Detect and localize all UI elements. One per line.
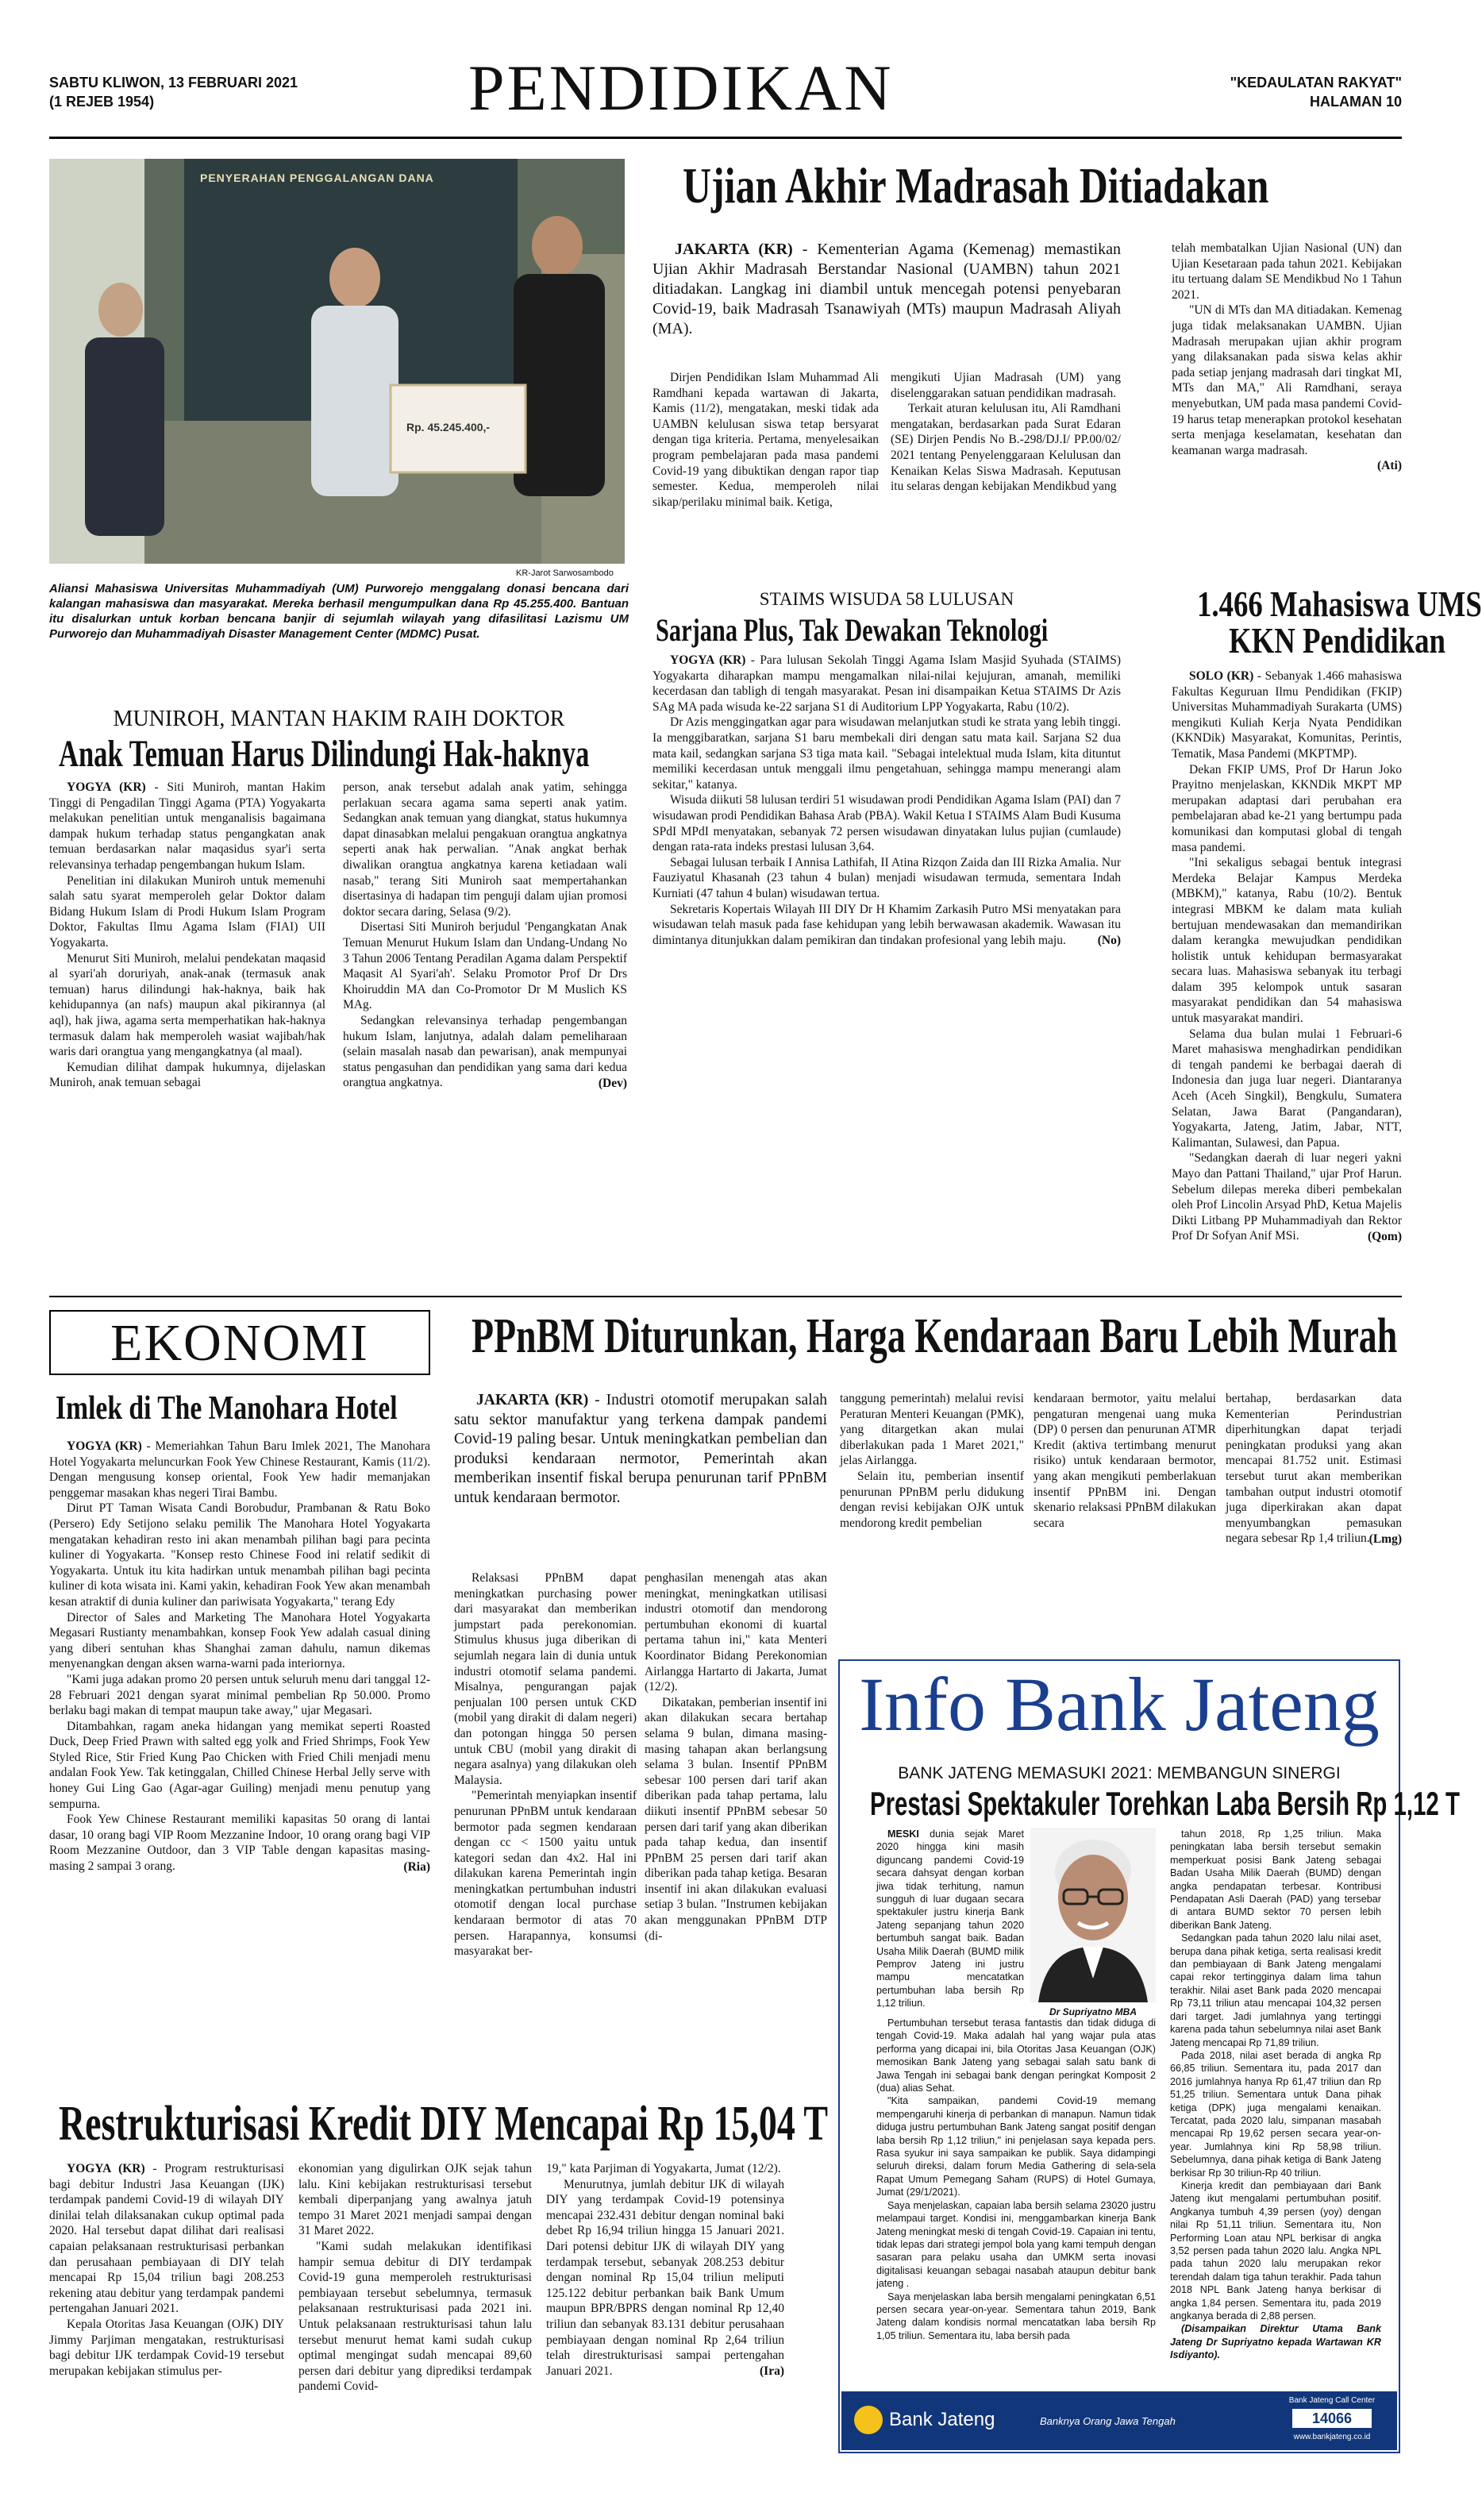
bank-col1-top	[876, 1828, 1024, 2010]
ppnbm-signature: (Lmg)	[1368, 1532, 1402, 1546]
page-number: HALAMAN 10	[1309, 94, 1402, 110]
bank-headline: Prestasi Spektakuler Torehkan Laba Bersih Rp 1,12 T	[870, 1785, 1460, 1822]
staims-signature: (No)	[1097, 934, 1121, 948]
bank-para: Pada 2018, nilai aset berada di angka Rp 66,85 triliun. Sementara itu, pada 2017 dan 2016 jumlahnya hanya Rp 61,47 triliun dan Rp 51,25 triliun. Sementara untuk Dana pihak ketiga (DPK) juga mengalami kenaikan. Tercatat, pada 2020 lalu, simpanan masabah mencapai Rp 19,62 persen secara year-on-year. Jumlahnya kini Rp 58,98 triliun. Sebelumnya, dana pihak ketiga di Bank Jateng berkisar Rp 30 triliun-Rp 40 triliun.	[1170, 2049, 1381, 2179]
diy-para: Menurutnya, jumlah debitur IJK di wilayah DIY yang terdampak Covid-19 potensinya mencapai 232.431 debitur dengan nominal baki debet Rp 16,94 triliun hingga 15 Januari 2021. Dari potensi debitur IJK di wilayah DIY yang terdampak tersebut, sebanyak 208.253 debitur dengan nominal Rp 15,04 triliun meliputi 125.122 debitur perbankan baik Bank Umum maupun BPR/BPRS dengan nominal Rp 12,40 triliun dan sebanyak 83.131 debitur perusahaan pembiayaan dengan nominal Rp 2,64 triliun telah direstrukturisasi sampai pertengahan Januari 2021.	[546, 2177, 784, 2378]
bank-website: www.bankjateng.co.id	[1293, 2433, 1371, 2441]
muniroh-col2	[343, 780, 627, 1091]
madrasah-para: Dirjen Pendidikan Islam Muhammad Ali Ramdhani kepada wartawan di Jakarta, Kamis (11/2), mengatakan, meski tidak ada UAMBN kelulusan siswa tetap bersyarat dengan tiga kriteria. Pertama, menyelesaikan program pembelajaran pada masa pandemi Covid-19 yang dibuktikan dengan rapor tiap semester. Kedua, memperoleh nilai sikap/perilaku minimal baik. Ketiga,	[652, 371, 879, 509]
staims-body	[652, 653, 1121, 949]
madrasah-col1	[652, 370, 879, 510]
bank-col1-bottom	[876, 2017, 1156, 2342]
photo-credit: KR-Jarot Sarwosambodo	[516, 568, 614, 578]
ppnbm-para: Dikatakan, pemberian insentif ini akan dilakukan secara bertahap selama 9 bulan, dimana masing-masing tahapan akan berlangsung selama 3 bulan. Insentif PPnBM sebesar 100 persen dari tarif akan diberikan pada tahap pertama, lalu diikuti insentif PPnBM sebesar 50 persen dari tarif yang akan diberikan pada tahap kedua, dan insentif PPnBM 25 persen dari tarif akan diberikan pada tahap ketiga. Besaran insentif ini akan dilakukan evaluasi setiap 3 bulan. "Instrumen kebijakan akan menggunakan PPnBM DTP (di-	[645, 1695, 827, 1943]
ums-para: "Sedangkan daerah di luar negeri yakni Mayo dan Pattani Thailand," ujar Prof Harun. Sebelum dilepas mereka diberi pembekalan oleh Prof Lincolin Arsyad PhD, Ketua Majelis Dikti Litbang PP Muhammadiyah dan Rektor Prof Dr Sofyan Anif MSi.	[1172, 1151, 1402, 1243]
ums-signature: (Qom)	[1367, 1229, 1402, 1243]
imlek-body	[49, 1439, 430, 1875]
madrasah-para: telah membatalkan Ujian Nasional (UN) dan Ujian Kesetaraan pada tahun 2021. Kebijakan itu tertuang dalam SE Mendikbud No 1 Tahun 2021.	[1172, 241, 1402, 302]
masthead-rule	[49, 137, 1402, 139]
ums-para: Selama dua bulan mulai 1 Februari-6 Maret mahasiswa menghadirkan pendidikan di tengah pandemi ke berbagai daerah di Indonesia dan juga luar negeri. Diantaranya Aceh (Aceh Singkil), Bengkulu, Sumatera Selatan, Jawa Barat (Pangandaran), Yogyakarta, Jateng, Jatim, Jabar, NTT, Kalimantan, Sulawesi, dan Papua.	[1172, 1027, 1402, 1150]
diy-para: 19," kata Parjiman di Yogyakarta, Jumat (12/2).	[546, 2162, 781, 2175]
paper-info	[1230, 73, 1402, 111]
banner-text: PENYERAHAN PENGGALANGAN DANA	[200, 171, 434, 184]
section-masthead: PENDIDIKAN	[468, 52, 894, 124]
director-photo	[1030, 1828, 1156, 2017]
call-center-label: Bank Jateng Call Center	[1288, 2396, 1376, 2405]
imlek-dateline: YOGYA (KR)	[67, 1439, 142, 1453]
bank-para: Kinerja kredit dan pembiayaan dari Bank Jateng ikut mengalami pertumbuhan positif. Angkanya tumbuh 4,39 persen (yoy) dengan nilai Rp 51,11 triliun. Sementara itu, Non Performing Loan atau NPL berkisar di angka 3,52 persen pada tahun 2020 lalu. Angka NPL pada tahun 2020 lalu merupakan rekor terendah dalam tiga tahun terakhir. Pada tahun 2018 NPL Bank Jateng hanya berkisar di angka 1,84 persen. Sementara itu, pada 2019 angkanya berada di 2,88 persen.	[1170, 2179, 1381, 2322]
diy-headline: Restrukturisasi Kredit DIY Mencapai Rp 15,04 T	[59, 2097, 829, 2151]
ums-headline-line1: 1.466 Mahasiswa UMS	[1197, 584, 1482, 624]
donation-photo	[49, 159, 625, 564]
imlek-para: Fook Yew Chinese Restaurant memiliki kapasitas 50 orang di lantai dasar, 10 orang bagi VIP Room Mezzanine Indoor, 10 orang orang bagi VIP Room Mezzanine Outdoor, dan 3 VIP Table dengan kapasitas masing-masing 2 sampai 3 orang.	[49, 1813, 430, 1874]
staims-para: Sekretaris Kopertais Wilayah III DIY Dr H Khamim Zarkasih Putro MSi menyatakan para wisudawan telah masuk pada fase kehidupan yang lebih berwawasan akademik. Wawasan itu dimintanya ditunjukkan dalam pemikiran dan tindakan profesional yang lebih maju.	[652, 902, 1121, 947]
bank-para: tahun 2018, Rp 1,25 triliun. Maka peningkatan laba bersih tersebut semakin memperkuat posisi Bank Jateng sebagai Badan Usaha Milik Daerah (BUMD) dengan angka pendapatan terbesar. Kontribusi Pendapatan Asli Daerah (PAD) yang tersebar di antara BUMD sektor 70 persen lebih diberikan Bank Jateng.	[1170, 1828, 1381, 1931]
ppnbm-lead	[454, 1391, 827, 1508]
issue-date	[49, 73, 298, 111]
diy-para: Kepala Otoritas Jasa Keuangan (OJK) DIY Jimmy Parjiman mengatakan, restrukturisasi bagi debitur IJK terdampak Covid-19 tersebut merupakan kebijakan stimulus per-	[49, 2317, 284, 2378]
cheque-amount: Rp. 45.245.400,-	[406, 421, 491, 433]
bank-kicker: BANK JATENG MEMASUKI 2021: MEMBANGUN SINERGI	[898, 1764, 1341, 1782]
ums-body	[1172, 669, 1402, 1245]
ppnbm-para: bertahap, berdasarkan data Kementerian Perindustrian diperhitungkan dapat terjadi peningkatan produksi yang akan mencapai 81.752 unit. Estimasi tersebut turut akan memberikan tambahan output industri otomotif juga diperkirakan akan dapat menyumbangkan pemasukan negara sebesar Rp 1,4 triliun.	[1226, 1392, 1402, 1546]
diy-para: ekonomian yang digulirkan OJK sejak tahun lalu. Kini kebijakan restrukturisasi tersebut kembali diperpanjang yang awalnya jatuh tempo 31 Maret 2021 menjadi sampai dengan 31 Maret 2022.	[298, 2162, 532, 2238]
bank-logo-icon	[854, 2406, 883, 2434]
staims-para: Wisuda diikuti 58 lulusan terdiri 51 wisudawan prodi Pendidikan Agama Islam (PAI) dan 7 wisudawan prodi Pendidikan Bahasa Arab (PBA). Wakil Ketua I STAIMS Alam Budi Kusuma SPdI MPdI menyatakan, sebanyak 72 persen wisudawan dinyatakan lulus pujian (cumlaude) dengan rata-rata indeks prestasi lulusan 3,64.	[652, 793, 1121, 854]
bank-closing: (Disampaikan Direktur Utama Bank Jateng Dr Supriyatno kepada Wartawan KR Isdiyanto).	[1170, 2323, 1381, 2361]
bank-dateline: MESKI	[887, 1828, 919, 1840]
imlek-para: - Memeriahkan Tahun Baru Imlek 2021, The Manohara Hotel Yogyakarta meluncurkan Fook Yew Chinese Restaurant, Kamis (11/2). Dengan mengusung konsep oriental, Fook Yew hadir memanjakan penggemar masakan khas negeri Tirai Bambu.	[49, 1439, 431, 1500]
ppnbm-headline: PPnBM Diturunkan, Harga Kendaraan Baru Lebih Murah	[472, 1309, 1398, 1363]
ppnbm-col2	[645, 1570, 827, 1944]
staims-para: Dr Azis menggingatkan agar para wisudawan melanjutkan studi ke strata yang lebih tinggi. Ia menggibaratkan, sarjana S1 baru membekali diri dengan satu mata kail. Sarjana S2 dua mata kail, sedangkan sarjana S3 tiga mata kail. "Sebagai intelektual muda Islam, kita dituntut memiliki kecerdasan untuk menggali ilmu pengetahuan, sehingga mampu menerangi alam sekitar," katanya.	[652, 715, 1121, 792]
diy-col2	[298, 2161, 532, 2395]
ums-dateline: SOLO (KR)	[1189, 669, 1254, 683]
imlek-para: Ditambahkan, ragam aneka hidangan yang memikat seperti Roasted Duck, Deep Fried Prawn with salted egg yolk and Fried Shrimps, Fook Yew Styled Rice, Stir Fried Kung Pao Chicken with Fried Chili menjadi menu andalan Fook Yew. Tak ketinggalan, Chilled Chinese Herbal Jelly serve with honey Gui Ling Gao (Agar-agar Guiling) menjadi menu penutup yang sempurna.	[49, 1719, 430, 1811]
director-portrait	[1030, 1828, 1156, 2002]
ppnbm-para: kendaraan bermotor, yaitu melalui pengaturan mengenai uang muka (DP) 0 persen dan penurunan ATMR Kredit (aktiva tertimbang menurut risiko) untuk kendaraan bermotor, yang akan mengikuti pemberlakuan insentif PPnBM ini. Dengan skenario relaksasi PPnBM dilakukan secara	[1034, 1392, 1216, 1530]
bank-para: dunia sejak Maret 2020 hingga kini masih diguncang pandemi Covid-19 secara dahsyat dengan korban jiwa tidak terhitung, namun sungguh di luar dugaan secara spektakuler justru kinerja Bank Jateng sepanjang tahun 2020 bertumbuh sangat baik. Badan Usaha Milik Daerah (BUMD milik Pemprov Jateng ini justru mampu mencatatkan pertumbuhan laba bersih Rp 1,12 triliun.	[876, 1828, 1024, 2009]
imlek-para: "Kami juga adakan promo 20 persen untuk seluruh menu dari tanggal 12-28 Februari 2021 dengan syarat minimal pembelian Rp 50.000. Promo berlaku bagi makan di tempat maupun take away," ujar Megasari.	[49, 1672, 430, 1718]
bank-banner: Info Bank Jateng	[859, 1662, 1380, 1747]
madrasah-signature: (Ati)	[1377, 459, 1402, 473]
section-divider	[49, 1296, 1402, 1297]
muniroh-col1	[49, 780, 325, 1091]
muniroh-signature: (Dev)	[598, 1076, 627, 1090]
muniroh-kicker: MUNIROH, MANTAN HAKIM RAIH DOKTOR	[113, 707, 565, 731]
photo-caption: Aliansi Mahasiswa Universitas Muhammadiyah (UM) Purworejo menggalang donasi bencana dari kalangan mahasiswa dan masyarakat. Mereka berhasil mengumpulkan dana Rp 45.255.400. Bantuan itu disalurkan untuk korban bencana banjir di sejumlah wilayah yang difasilitasi Lazismu UM Purworejo dan Muhammadiyah Disaster Management Center (MDMC) Pusat.	[49, 582, 629, 641]
ums-headline	[1172, 586, 1482, 659]
staims-para: Sebagai lulusan terbaik I Annisa Lathifah, II Atina Rizqon Zaida dan III Rizka Amalia. Nur Fauziyatul Khasanah (23 tahun 4 bulan) menjadi wisudawan termuda, sementara Indah Kurniati (47 tahun 4 bulan) wisudawan tertua.	[652, 855, 1121, 900]
ekonomi-section-box	[49, 1310, 430, 1375]
muniroh-para: Disertasi Siti Muniroh berjudul 'Pengangkatan Anak Temuan Menurut Hukum Islam dan Undang-Undang No 3 Tahun 2006 Tentang Peradilan Agama dalam Perspektif Maqasit Al Syari'ah'. Selaku Promotor Prof Dr Drs Khoiruddin MA dan Co-Promotor Dr M Muslich KS MAg.	[343, 920, 627, 1012]
muniroh-para: Menurut Siti Muniroh, melalui pendekatan maqasid al syari'ah doruriyah, anak-anak (termasuk anak temuan) harus dilindungi hak-haknya, baik hak kehidupannya (an nafs) maupun akal pikirannya (al aql), hak jiwa, agama serta memperhatikan hak-haknya termasuk dalam hak memperoleh wasiat wajibah/hak waris dari orangtua yang mengangkatnya (al maal).	[49, 951, 325, 1059]
bank-para: Saya menjelaskan, capaian laba bersih selama 23020 justru melampaui target. Kondisi ini, menggambarkan kinerja Bank Jateng meningkat meski di tengah Covid-19. Capaian ini tentu, tidak lepas dari strategi jempol bola yang kami tempuh dengan sasaran para pelaku usaha dan UMKM serta inovasi digitalisasi keuangan sebagai nasabah ataupun debitur bank jateng .	[876, 2199, 1156, 2290]
madrasah-lead	[652, 240, 1121, 339]
issue-date-javanese: (1 REJEB 1954)	[49, 94, 155, 110]
ums-para: - Sebanyak 1.466 mahasiswa Fakultas Keguruan Ilmu Pendidikan (FKIP) Universitas Muhammadiyah Surakarta (UMS) mengikuti Kuliah Kerja Nyata Pendidikan (KKNDik) Masyarakat, Komunitas, Perintis, Tematik, Masa Pandemi (MKPTMP).	[1172, 669, 1402, 761]
ppnbm-para: penghasilan menengah atas akan meningkat, meningkatkan utilisasi industri otomotif dan mendorong pertumbuhan ekonomi di kuartal pertama tahun ini," kata Menteri Koordinator Bidang Perekonomian Airlangga Hartarto di Jakarta, Jumat (12/2).	[645, 1571, 827, 1694]
muniroh-headline: Anak Temuan Harus Dilindungi Hak-haknya	[59, 733, 590, 775]
muniroh-para: Kemudian dilihat dampak hukumnya, dijelaskan Muniroh, anak temuan sebagai	[49, 1060, 325, 1090]
paper-name: "KEDAULATAN RAKYAT"	[1230, 75, 1402, 91]
imlek-headline: Imlek di The Manohara Hotel	[56, 1390, 398, 1427]
bank-para: Saya menjelaskan laba bersih mengalami peningkatan 6,51 persen secara year-on-year. Sementara tahun 2019, Bank Jateng dalam kondisis normal mencatatkan laba bersih Rp 1,05 triliun. Sementara itu, laba bersih pada	[876, 2291, 1156, 2341]
imlek-para: Dirut PT Taman Wisata Candi Borobudur, Prambanan & Ratu Boko (Persero) Edy Setijono selaku pemilik The Manohara Hotel Yogyakarta mengatakan kehadiran resto ini akan menambah pilihan bagi para pecinta kuliner di Yogyakarta. "Konsep resto Chinese Food ini relatif sedikit di Yogyakarta. Untuk itu kita hadirkan untuk menambah pilihan bagi pecinta kuliner di kota wisata ini. Kami yakin, kehadiran Fook Yew akan menambah kesan atraktif di dunia kuliner dan pariwisata Yogyakarta," terang Edy	[49, 1501, 430, 1609]
madrasah-lead-text: - Kementerian Agama (Kemenag) memastikan Ujian Akhir Madrasah Berstandar Nasional (UAMBN) tahun 2021 ditiadakan. Langkag ini diambil untuk mencegah potensi penyebaran Covid-19, baik Madrasah Tsanawiyah (MTs) maupun Madrasah Aliyah (MA).	[652, 241, 1121, 337]
madrasah-headline: Ujian Akhir Madrasah Ditiadakan	[683, 157, 1269, 214]
imlek-signature: (Ria)	[403, 1859, 430, 1874]
muniroh-para: person, anak tersebut adalah anak yatim, sehingga perlakuan secara agama sama seperti anak yatim. Sedangkan anak temuan yang diangkat, status hukumnya dapat dinasabkan melalui pengakuan orangtua angkatnya seperti anak hak perwalian. "Anak angkat berhak diwalikan orangtua angkatnya karena ketiadaan wali nasab," terang Siti Muniroh saat mempertahankan disertasinya di hadapan tim penguji dalam ujian promosi doktor secara daring, Selasa (9/2).	[343, 780, 627, 919]
donation-photo-image	[49, 159, 625, 564]
madrasah-col3	[1172, 241, 1402, 474]
madrasah-para: "UN di MTs dan MA ditiadakan. Kemenag juga tidak melaksanakan UAMBN. Ujian Madrasah merupakan ujian akhir program yang dilaksanakan pada siswa kelas akhir pada setiap jenjang madrasah dari tingkat MI, MTs dan MA," Ali Ramdhani, seraya menyebutkan, UM pada masa pandemi Covid-19 harus tetap menerapkan protokol kesehatan serta menjaga keselamatan, kesehatan dan keamanan warga madrasah.	[1172, 303, 1402, 457]
ppnbm-para: tanggung pemerintah) melalui revisi Peraturan Menteri Keuangan (PMK), yang ditargetkan akan mulai diberlakukan pada 1 Maret 2021," jelas Airlangga.	[840, 1392, 1024, 1468]
ums-para: Dekan FKIP UMS, Prof Dr Harun Joko Prayitno menjelaskan, KKNDik MKPT MP merupakan adaptasi dari perubahan era pembelajaran abad ke-21 yang bertumpu pada komunikasi dan komputasi global di tengah masa pandemi.	[1172, 762, 1402, 854]
madrasah-para: mengikuti Ujian Madrasah (UM) yang diselenggarakan satuan pendidikan madrasah.	[891, 371, 1121, 400]
ppnbm-para: Selain itu, pemberian insentif penurunan PPnBM perlu didukung dengan revisi kebijakan OJK untuk mendorong kredit pembelian	[840, 1469, 1024, 1530]
ums-para: "Ini sekaligus sebagai bentuk integrasi Merdeka Belajar Kampus Merdeka (MBKM)," katanya, Rabu (10/2). Bentuk integrasi MBKM ke dalam mata kuliah bertujuan mendewasakan dan memandirikan dalam kerangka mewujudkan pendidikan holistik untuk kehidupan bermasyarakat secara luas. Mahasiswa sebanyak itu terbagi dalam 395 kelompok untuk sasaran masyarakat pendidikan dan 54 mahasiswa untuk masyarakat mandiri.	[1172, 856, 1402, 1026]
issue-date-gregorian: SABTU KLIWON, 13 FEBRUARI 2021	[49, 75, 298, 91]
diy-para: - Program restrukturisasi bagi debitur Industri Jasa Keuangan (IJK) terdampak pandemi Covid-19 di wilayah DIY dinilai telah dilaksanakan cukup optimal pada 2020. Hal tersebut dapat dilihat dari realisasi capaian pelaksanaan restrukturisasi perbankan dan perusahaan pembiayaan di DIY telah mencapai Rp 15,04 triliun bagi 208.253 rekening atau debitur yang terdampak pandemi pertengahan Januari 2021.	[49, 2162, 284, 2316]
imlek-para: Director of Sales and Marketing The Manohara Hotel Yogyakarta Megasari Rustianty menambahkan, konsep Fook Yew adalah casual dining yang diberi sentuhan khas Shanghai zaman dahulu, namun dikemas menyenangkan dengan aksen warna-warni pada interiornya.	[49, 1610, 430, 1671]
bank-para: "Kita sampaikan, pandemi Covid-19 memang mempengaruhi kinerja di perbankan di manapun. Namun tidak diduga justru pertumbuhan Bank Jateng sangat positif dengan laba bersih Rp 1,12 triliun," ini penjelasan saya kepada pers. Rasa syukur ini saya sampaikan ke publik. Saya didampingi seluruh direksi, dalam forum Media Gathering di sela-sela Rapat Umum Pemegang Saham (RUPS) di Hotel Gumaya, Jumat (29/1/2021).	[876, 2095, 1156, 2198]
muniroh-dateline: YOGYA (KR)	[67, 780, 146, 794]
ppnbm-lead-text: - Industri otomotif merupakan salah satu sektor manufaktur yang terkena dampak pandemi Covid-19 paling besar. Untuk meningkatkan pembelian dan produksi kendaraan nermotor, Pemerintah akan memberikan insentif fiskal berupa penurunan tarif PPnBM untuk kendaraan bermotor.	[454, 1392, 827, 1506]
ppnbm-col3	[840, 1391, 1024, 1531]
muniroh-para: Penelitian ini dilakukan Muniroh untuk memenuhi salah satu syarat memperoleh gelar Doktor dalam Bidang Hukum Islam di Prodi Hukum Islam Program Doktor, Fakultas Ilmu Agama Islam (FIAI) UII Yogyakarta.	[49, 873, 325, 950]
ppnbm-col1	[454, 1570, 637, 1959]
director-photo-caption: Dr Supriyatno MBA	[1049, 2006, 1137, 2017]
ppnbm-col5	[1226, 1391, 1402, 1547]
madrasah-para: Terkait aturan kelulusan itu, Ali Ramdhani mengatakan, berdasarkan pada Surat Edaran (SE) Dirjen Pendis No B.-298/DJ.I/ PP.00/02/ 2021 tentang Penyelenggaraan Kelulusan dan Kenaikan Kelas Siswa Madrasah. Keputusan itu selaras dengan kebijakan Mendikbud yang	[891, 402, 1121, 494]
ekonomi-label: EKONOMI	[110, 1314, 369, 1372]
call-center-number: 14066	[1292, 2409, 1372, 2428]
diy-dateline: YOGYA (KR)	[67, 2162, 145, 2175]
ums-headline-line2: KKN Pendidikan	[1229, 620, 1446, 661]
staims-para: - Para lulusan Sekolah Tinggi Agama Islam Masjid Syuhada (STAIMS) Yogyakarta diharapkan mampu mengamalkan nilai-nilai kejujuran, amanah, memiliki kecerdasan dan tabligh di tengah masyarakat. Pesan ini disampaikan Ketua STAIMS Dr Azis SAg MA pada wisuda ke-22 sarjana S1 di Auditorium LPP Yogyakarta, Rabu (10/2).	[652, 653, 1121, 714]
madrasah-col2	[891, 370, 1121, 495]
ppnbm-para: Relaksasi PPnBM dapat meningkatkan purchasing power dari masyarakat dan memberikan jumpstart pada perekonomian. Stimulus khusus juga diberikan di sejumlah negara lain di dunia untuk industri otomotif selama pandemi. Misalnya, pengurangan pajak penjualan 100 persen untuk CKD (mobil yang dirakit di dalam negeri) dan potongan hingga 50 persen untuk CBU (mobil yang dirakit di negara asalnya) yang dilakukan oleh Malaysia.	[454, 1571, 637, 1787]
bank-banner-box	[841, 1663, 1397, 1747]
ppnbm-dateline: JAKARTA (KR)	[476, 1392, 589, 1408]
bank-footer-tagline: Banknya Orang Jawa Tengah	[1040, 2415, 1176, 2427]
madrasah-dateline: JAKARTA (KR)	[675, 241, 793, 258]
muniroh-para: Sedangkan relevansinya terhadap pengembangan hukum Islam, lanjutnya, adalah dalam pemeliharaan (selain masalah nasab dan pewarisan), anak mempunyai status pengasuhan dan pendidikan yang sama dari kedua orangtua angkatnya.	[343, 1013, 627, 1090]
staims-dateline: YOGYA (KR)	[670, 653, 746, 667]
diy-col3	[546, 2161, 784, 2379]
diy-signature: (Ira)	[760, 2364, 784, 2379]
muniroh-para: - Siti Muniroh, mantan Hakim Tinggi di Pengadilan Tinggi Agama (PTA) Yogyakarta melakukan penelitian untuk menganalisis bagaimana dampak hukum terhadap status pengangkatan anak temuan berdasarkan nalar maqasidus syar'i serta relevansinya terhadap pengembangan hukum Islam.	[49, 780, 325, 872]
ppnbm-para: "Pemerintah menyiapkan insentif penurunan PPnBM untuk kendaraan bermotor pada segmen kendaraan dengan cc < 1500 yaitu untuk kategori sedan dan 4x2. Hal ini dilakukan karena Pemerintah ingin meningkatkan pertumbuhan industri otomotif dengan local purchase kendaraan bermotor di atas 70 persen. Harapannya, konsumsi masyarakat ber-	[454, 1789, 637, 1959]
bank-col2	[1170, 1828, 1381, 2362]
bank-para: Pertumbuhan tersebut terasa fantastis dan tidak diduga di tengah Covid-19. Maka adalah hal yang wajar pula atas performa yang dicapai ini, bila Otoritas Jasa Keuangan (OJK) memosikan Bank Jateng yang sebagai salah satu bank di Jawa Tengah ini sebagai bank dengan peringkat Komposit 2 (dua) alias Sehat.	[876, 2017, 1156, 2094]
diy-para: "Kami sudah melakukan identifikasi hampir semua debitur di DIY terdampak Covid-19 guna memperoleh restrukturisasi pembiayaan tersebut sebelumnya, termasuk pelaksanaan restrukturisasi pada 2021 ini. Untuk pelaksanaan restrukturisasi tahun lalu tersebut menurut hemat kami sudah cukup optimal mengingat sudah mencapai 89,60 persen dari debitur yang diprediksi terdampak pandemi Covid-	[298, 2239, 532, 2394]
diy-col1	[49, 2161, 284, 2379]
staims-headline: Sarjana Plus, Tak Dewakan Teknologi	[656, 612, 1049, 648]
bank-footer-logo: Bank Jateng	[889, 2409, 995, 2430]
staims-kicker: STAIMS WISUDA 58 LULUSAN	[759, 589, 1014, 609]
bank-para: Sedangkan pada tahun 2020 lalu nilai aset, berupa dana pihak ketiga, serta realisasi kredit dan pembiayaan di Bank Jateng mengalami capai rekor tertingginya dalam lima tahun terakhir. Nilai aset Bank pada 2020 mencapai Rp 73,11 triliun atau mencapai 104,32 persen dari target. Jadi jumlahnya yang tertinggi karena pada tahun sebelumnya nilai aset Bank Jateng mencapai Rp 71,89 triliun.	[1170, 1932, 1381, 2048]
bank-footer	[841, 2391, 1397, 2450]
ppnbm-col4	[1034, 1391, 1216, 1531]
